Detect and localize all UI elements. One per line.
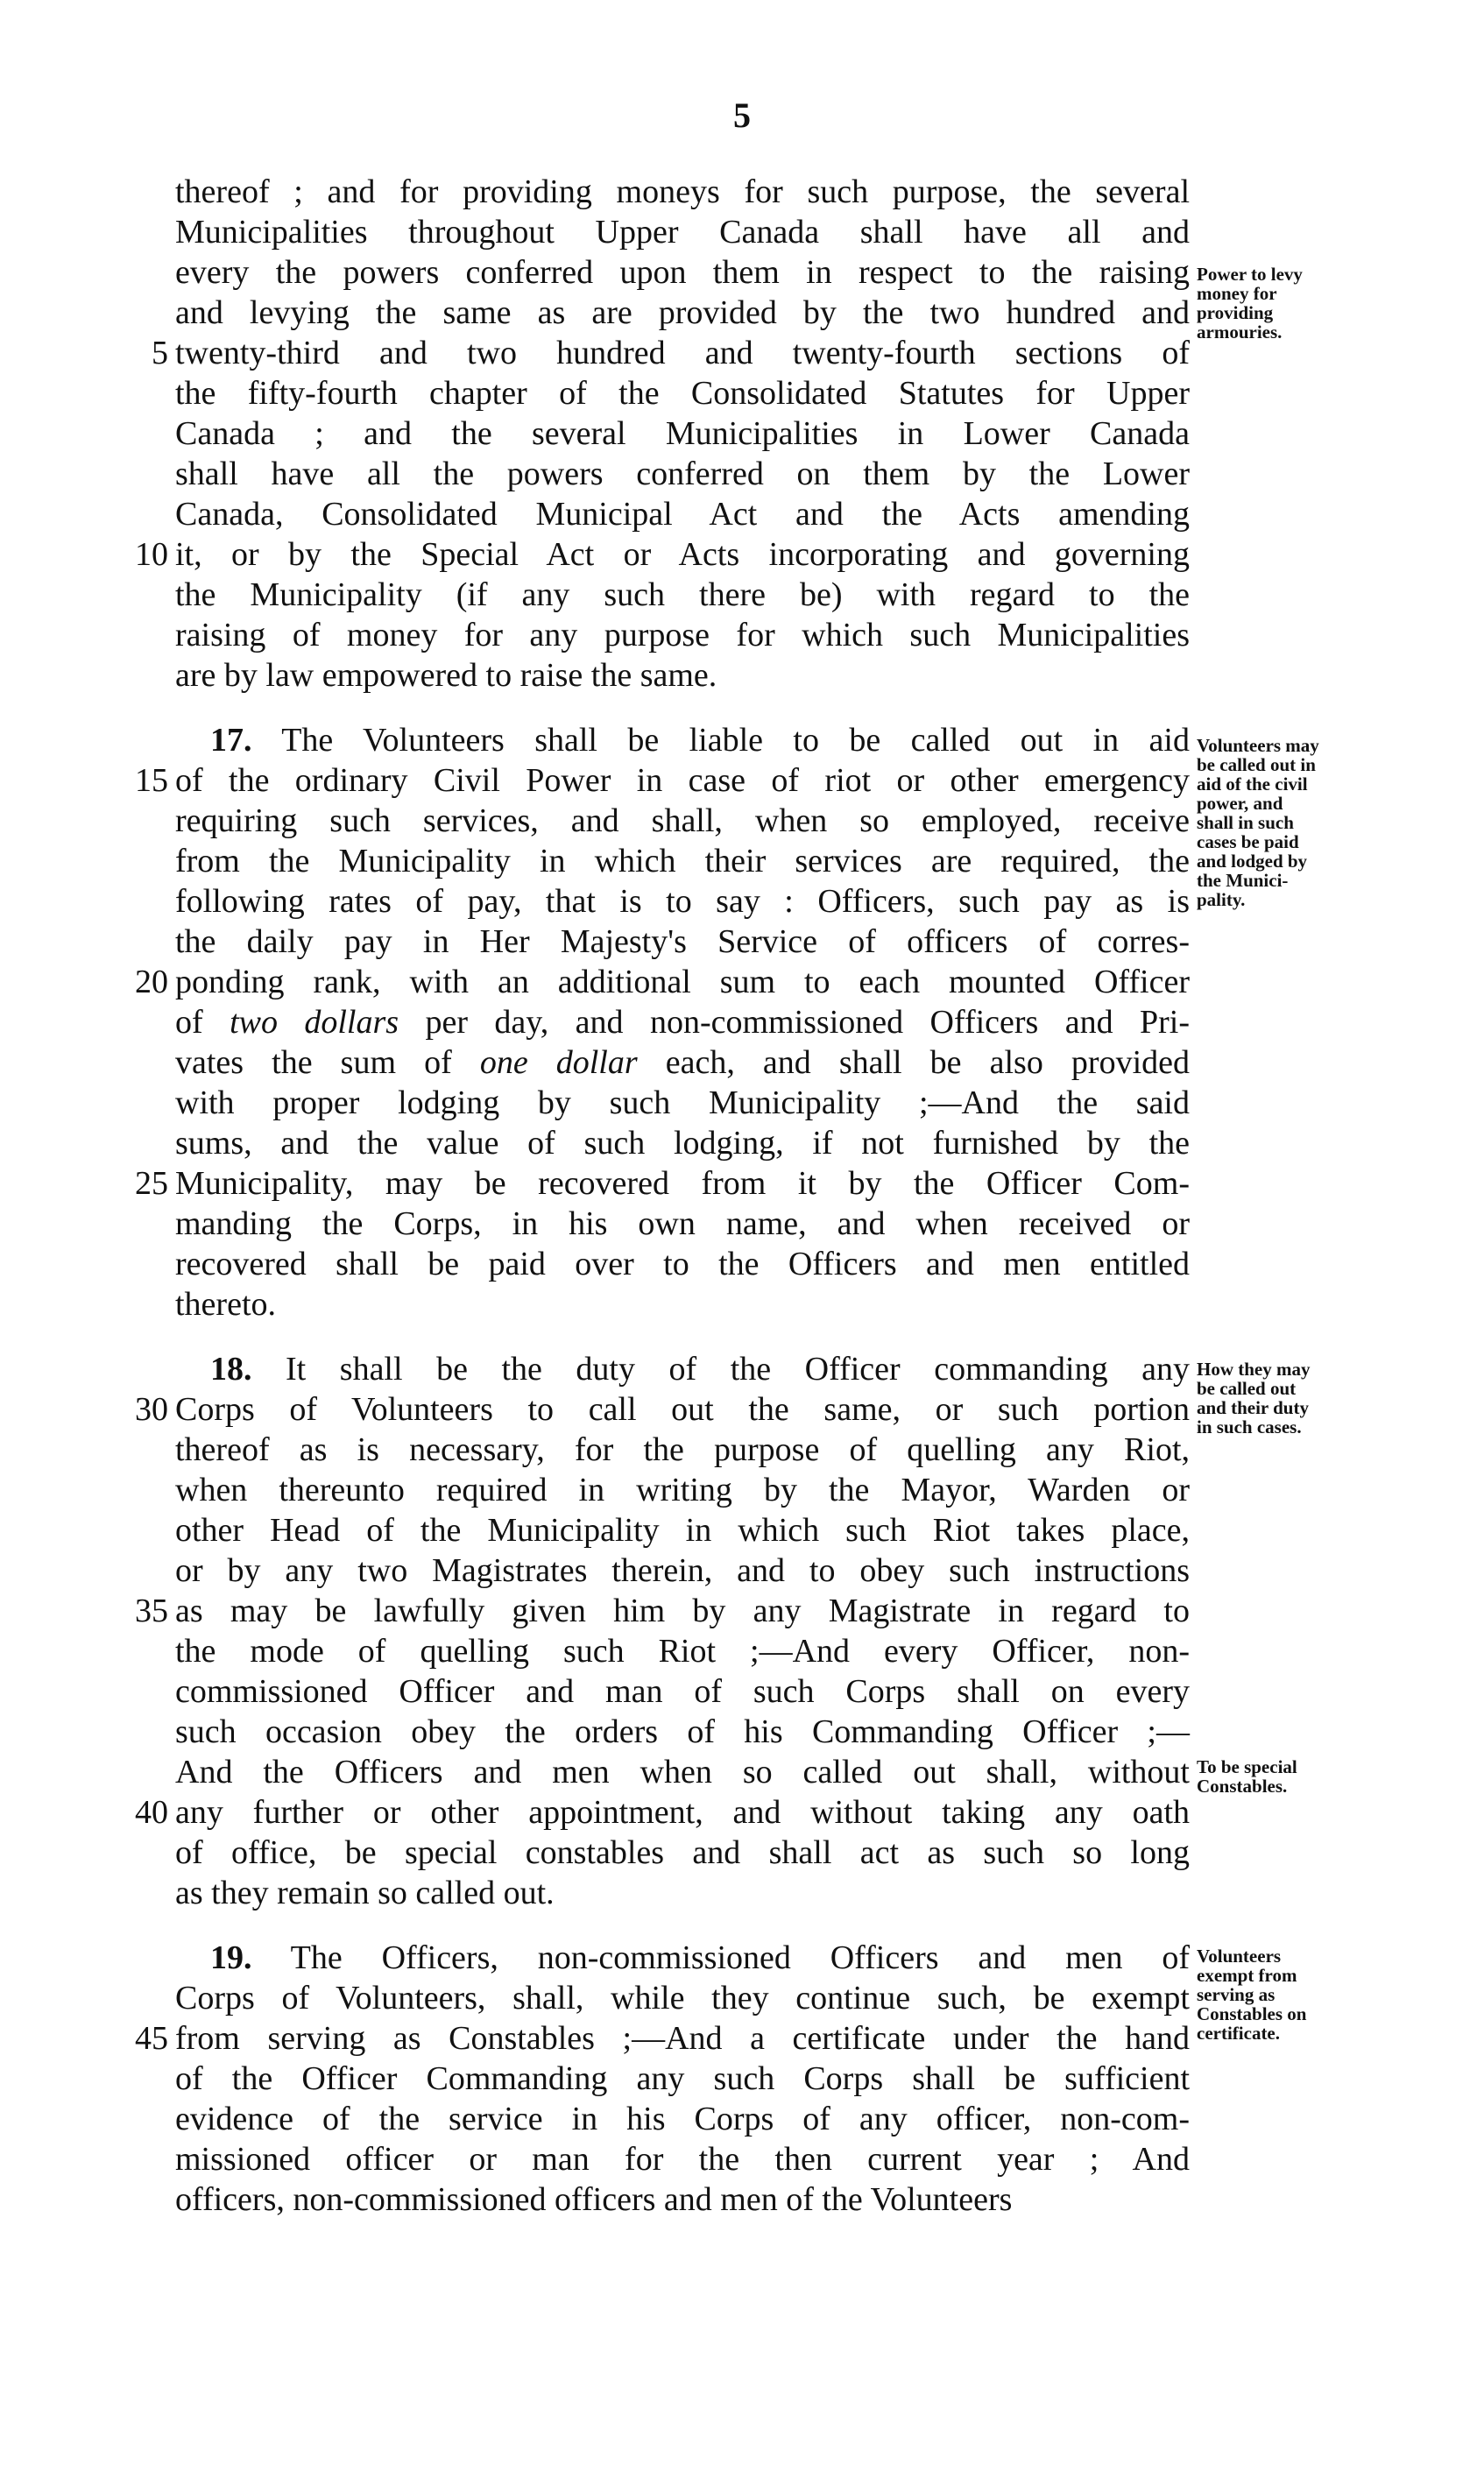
text-line: as may be lawfully given him by any Magistrate in regard to xyxy=(175,1593,1190,1629)
text-line: 17. The Volunteers shall be liable to be called out in aid xyxy=(210,722,1190,759)
text-line: Corps of Volunteers, shall, while they continue such, be exempt xyxy=(175,1980,1190,2016)
text-line: recovered shall be paid over to the Officers and men entitled xyxy=(175,1246,1190,1282)
line-number: 20 xyxy=(135,964,168,1000)
text-line: the mode of quelling such Riot ;—And every Officer, non- xyxy=(175,1633,1190,1670)
text-line: shall have all the powers conferred on them by the Lower xyxy=(175,456,1190,492)
side-note-volunteers-exempt: Volunteers exempt from serving as Constables on certificate. xyxy=(1197,1946,1307,2044)
paragraph-continuation xyxy=(175,172,1190,697)
text-line: of the ordinary Civil Power in case of riot or other emergency xyxy=(175,762,1190,799)
text-line: the daily pay in Her Majesty's Service of officers of corres- xyxy=(175,923,1190,960)
text-line: commissioned Officer and man of such Corps shall on every xyxy=(175,1673,1190,1710)
text-line: following rates of pay, that is to say : Officers, such pay as is xyxy=(175,883,1190,920)
text-line: of the Officer Commanding any such Corps shall be sufficient xyxy=(175,2060,1190,2097)
section-number: 19. xyxy=(210,1939,252,1976)
text-line: And the Officers and men when so called out shall, without xyxy=(175,1754,1190,1790)
text-line: when thereunto required in writing by the Mayor, Warden or xyxy=(175,1472,1190,1508)
text-line: and levying the same as are provided by the two hundred and xyxy=(175,294,1190,331)
side-note-special-constables: To be special Constables. xyxy=(1197,1756,1297,1797)
side-note-how-called-out: How they may be called out and their duty in such cases. xyxy=(1197,1359,1311,1437)
line-number: 30 xyxy=(135,1391,168,1428)
page-number: 5 xyxy=(733,95,751,135)
section-number: 17. xyxy=(210,722,252,759)
text-line: twenty-third and two hundred and twenty-fourth sections of xyxy=(175,335,1190,371)
text-line: Municipalities throughout Upper Canada shall have all and xyxy=(175,214,1190,251)
line-number: 45 xyxy=(135,2020,168,2057)
text-line: any further or other appointment, and without taking any oath xyxy=(175,1794,1190,1831)
text-line: Canada ; and the several Municipalities in Lower Canada xyxy=(175,415,1190,452)
side-note-power-to-levy: Power to levy money for providing armouries. xyxy=(1197,264,1303,343)
text-line: raising of money for any purpose for which such Municipalities xyxy=(175,617,1190,653)
text-line: 18. It shall be the duty of the Officer commanding any xyxy=(210,1351,1190,1388)
side-note-volunteers-called-out: Volunteers may be called out in aid of the civil power, and shall in such cases be paid and lodged by the Munici- pality. xyxy=(1197,735,1319,910)
section-17 xyxy=(175,720,1190,1324)
text-line: of office, be special constables and shall act as such so long xyxy=(175,1834,1190,1871)
line-number: 10 xyxy=(135,536,168,573)
line-number: 15 xyxy=(135,762,168,799)
text-line: thereof as is necessary, for the purpose of quelling any Riot, xyxy=(175,1431,1190,1468)
section-19 xyxy=(175,1938,1190,2220)
section-number: 18. xyxy=(210,1351,252,1388)
text-line: as they remain so called out. xyxy=(175,1875,555,1911)
text-line: Canada, Consolidated Municipal Act and the Acts amending xyxy=(175,496,1190,533)
text-line: thereto. xyxy=(175,1286,277,1323)
text-line: with proper lodging by such Municipality ;—And the said xyxy=(175,1084,1190,1121)
text-line: sums, and the value of such lodging, if not furnished by the xyxy=(175,1125,1190,1162)
line-number: 40 xyxy=(135,1794,168,1831)
text-line: every the powers conferred upon them in respect to the raising xyxy=(175,254,1190,291)
section-18 xyxy=(175,1349,1190,1913)
text-line: requiring such services, and shall, when so employed, receive xyxy=(175,802,1190,839)
text-line: it, or by the Special Act or Acts incorporating and governing xyxy=(175,536,1190,573)
text-line: officers, non-commissioned officers and men of the Volunteers xyxy=(175,2181,1013,2218)
line-number: 35 xyxy=(135,1593,168,1629)
text-line: 19. The Officers, non-commissioned Officers and men of xyxy=(210,1939,1190,1976)
text-line: Municipality, may be recovered from it by the Officer Com- xyxy=(175,1165,1190,1202)
text-line: the Municipality (if any such there be) with regard to the xyxy=(175,576,1190,613)
text-line: other Head of the Municipality in which such Riot takes place, xyxy=(175,1512,1190,1549)
text-line: missioned officer or man for the then current year ; And xyxy=(175,2141,1190,2178)
text-line: ponding rank, with an additional sum to each mounted Officer xyxy=(175,964,1190,1000)
text-line: such occasion obey the orders of his Commanding Officer ;— xyxy=(175,1713,1190,1750)
text-line: or by any two Magistrates therein, and to obey such instructions xyxy=(175,1552,1190,1589)
text-line: from serving as Constables ;—And a certificate under the hand xyxy=(175,2020,1190,2057)
text-line: evidence of the service in his Corps of any officer, non-com- xyxy=(175,2101,1190,2137)
line-number: 25 xyxy=(135,1165,168,1202)
text-line: vates the sum of one dollar each, and shall be also provided xyxy=(175,1044,1190,1081)
text-line: manding the Corps, in his own name, and when received or xyxy=(175,1205,1190,1242)
text-line: the fifty-fourth chapter of the Consolidated Statutes for Upper xyxy=(175,375,1190,412)
text-line: are by law empowered to raise the same. xyxy=(175,657,717,694)
text-line: from the Municipality in which their services are required, the xyxy=(175,843,1190,879)
line-number: 5 xyxy=(152,335,168,371)
text-line: thereof ; and for providing moneys for such purpose, the several xyxy=(175,173,1190,210)
text-line: Corps of Volunteers to call out the same, or such portion xyxy=(175,1391,1190,1428)
text-line: of two dollars per day, and non-commissioned Officers and Pri- xyxy=(175,1004,1190,1041)
